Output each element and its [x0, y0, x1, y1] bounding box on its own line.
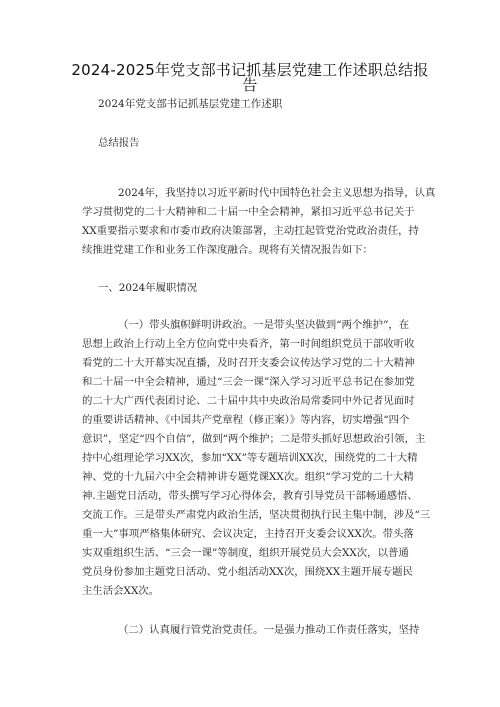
para-line: 实双重组织生活、“三会一课”等制度，组织开展党员大会XX次，以普通 — [82, 547, 409, 559]
para-line: 意识”，坚定“四个自信”，做到“两个维护；二是带头抓好思想政治引领，主 — [82, 433, 426, 445]
para-line: 神.主题党日活动，带头撰写学习心得体会，教育引导党员干部畅通感悟、 — [82, 490, 418, 502]
document-subtitle: 2024年党支部书记抓基层党建工作述职 — [98, 98, 283, 110]
para-line: 主生活会XX次。 — [82, 585, 160, 597]
para-line: （一）带头旗帜鲜明讲政治。一是带头坚决做到“两个维护”，在 — [118, 319, 410, 331]
para-line: 重一大”事项严格集体研究、会议决定，主持召开支委会议XX次。带头落 — [82, 528, 414, 540]
para-line: （二）认真履行管党治党责任。一是强力推动工作责任落实，坚持 — [118, 624, 420, 636]
document-title — [60, 63, 440, 93]
section-heading: 一、2024年履职情况 — [98, 282, 198, 294]
para-line: 的重要讲话精神、《中国共产党章程（修正案）》等内容，切实增强“四个 — [82, 414, 410, 426]
intro-line: 续推进党建工作和业务工作深度融合。现将有关情况报告如下： — [82, 244, 373, 256]
para-line: 交流工作。三是带头严肃党内政治生活，坚决贯彻执行民主集中制，涉及“三 — [82, 509, 431, 521]
para-line: 神、党的十九届六中全会精神讲专题党课XX次。组织“学习党的二十大精 — [82, 471, 414, 483]
para-line: 看党的二十大开幕实况直播，及时召开支委会议传达学习党的二十大精神 — [82, 357, 415, 369]
intro-line: 2024年，我坚持以习近平新时代中国特色社会主义思想为指导，认真 — [118, 187, 436, 199]
title-line-1: 2024-2025年党支部书记抓基层党建工作述职总结报 — [71, 61, 429, 79]
section-label: 总结报告 — [98, 137, 140, 149]
intro-line: XX重要指示要求和市委市政府决策部署，主动扛起管党治党政治责任，持 — [82, 225, 419, 237]
para-line: 思想上政治上行动上全方位向党中央看齐，第一时间组织党员干部收听收 — [82, 338, 415, 350]
para-line: 持中心组理论学习XX次，参加“XX”等专题培训XX次，围绕党的二十大精 — [82, 452, 418, 464]
intro-line: 学习贯彻党的二十大精神和二十届一中全会精神，紧扣习近平总书记关于 — [82, 206, 415, 218]
para-line: 和二十届一中全会精神，通过“三会一课”深入学习习近平总书记在参加党 — [82, 376, 415, 388]
para-line: 的二十大广西代表团讨论、二十届中共中央政治局常委同中外记者见面时 — [82, 395, 415, 407]
para-line: 党员身份参加主题党日活动、党小组活动XX次，围绕XX主题开展专题民 — [82, 566, 413, 578]
title-line-2: 告 — [242, 76, 258, 94]
